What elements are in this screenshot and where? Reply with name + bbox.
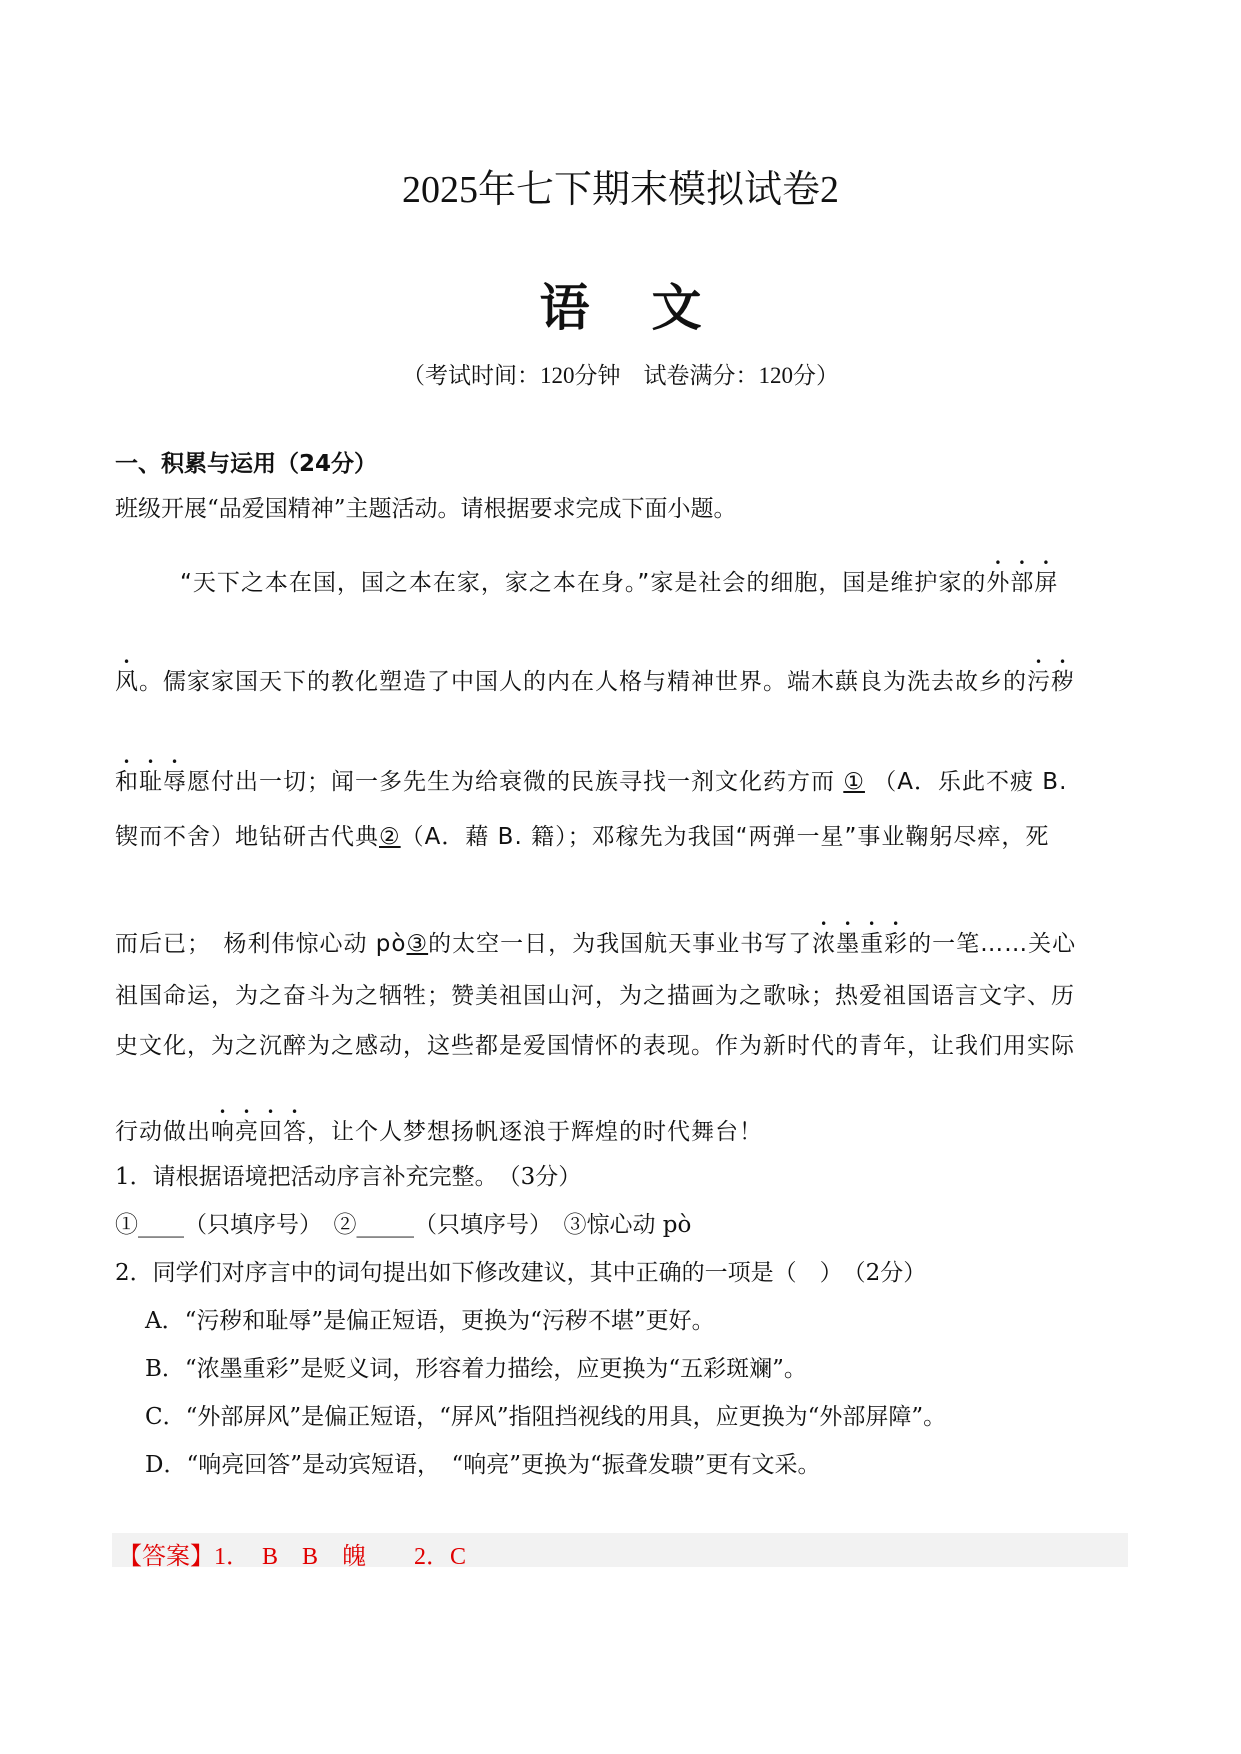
option-b: B．“浓墨重彩”是贬义词，形容着力描绘，应更换为“五彩斑斓”。 — [145, 1356, 807, 1382]
passage-text: （A．乐此不疲 B. — [873, 769, 1068, 795]
question-1-stem: 1．请根据语境把活动序言补充完整。 （3分） — [115, 1164, 582, 1190]
section-heading: 一、积累与运用（24分） — [115, 451, 378, 477]
question-2-stem: 2．同学们对序言中的词句提出如下修改建议，其中正确的一项是（ ） （2分） — [115, 1260, 927, 1286]
passage-line-2 — [115, 655, 1075, 696]
passage-text: （A．藉 B. 籍）；邓稼先为我国“两弹一星”事业鞠躬尽瘁，死 — [400, 824, 1050, 850]
passage-text: 的太空一日，为我国航天事业书写了 — [428, 931, 813, 957]
passage-text: “天下之本在国，国之本在家，家之本在身。”家是社会的细胞，国是维护家的 — [180, 570, 987, 596]
option-c: C．“外部屏风”是偏正短语，“屏风”指阻挡视线的用具，应更换为“外部屏障”。 — [145, 1404, 947, 1430]
passage-text: 锲而不舍）地钻研古代典 — [115, 824, 379, 850]
passage-text: 。儒家家国天下的教化塑造了中国人的内在人格与精神世界。端木蕻良为洗去故乡的 — [139, 669, 1027, 695]
exam-info: （考试时间：120分钟 试卷满分：120分） — [402, 363, 839, 388]
section-intro: 班级开展“品爱国精神”主题活动。请根据要求完成下面小题。 — [115, 496, 737, 522]
emphasized-text: 污秽 — [1027, 669, 1075, 695]
passage-line-6: 祖国命运，为之奋斗为之牺牲；赞美祖国山河，为之描画为之歌咏；热爱祖国语言文字、历 — [115, 983, 1075, 1009]
emphasized-text: 和耻辱 — [115, 769, 187, 795]
paper-title: 2025年七下期末模拟试卷2 — [401, 169, 839, 211]
passage-line-8 — [115, 1105, 763, 1146]
question-1-fill: ①____（只填序号） ②_____（只填序号） ③惊心动 pò — [115, 1212, 692, 1238]
option-a: A．“污秽和耻辱”是偏正短语，更换为“污秽不堪”更好。 — [145, 1308, 715, 1334]
passage-text: ，让个人梦想扬帆逐浪于辉煌的时代舞台！ — [307, 1119, 763, 1145]
passage-line-5 — [115, 917, 1076, 958]
passage-line-7: 史文化，为之沉醉为之感动，这些都是爱国情怀的表现。作为新时代的青年，让我们用实际 — [115, 1033, 1075, 1059]
passage-text: 行动做出 — [115, 1119, 211, 1145]
passage-line-4 — [115, 818, 1049, 851]
emphasized-text: 浓墨重彩 — [812, 931, 909, 957]
passage-text: 而后已； 杨利伟惊心动 pò — [115, 931, 407, 957]
passage-line-3 — [115, 755, 1067, 796]
blank-3[interactable]: ③ — [406, 931, 429, 957]
passage-text: 愿付出一切；闻一多先生为给衰微的民族寻找一剂文化药方而 — [187, 769, 835, 795]
passage-text: 的一笔……关心 — [908, 931, 1077, 957]
emphasized-text: 响亮回答 — [211, 1119, 307, 1145]
option-d: D．“响亮回答”是动宾短语， “响亮”更换为“振聋发聩”更有文采。 — [145, 1452, 821, 1478]
emphasized-text: 外部屏 — [986, 570, 1059, 596]
passage-line-1 — [180, 556, 1058, 597]
emphasized-text: 风 — [115, 669, 139, 695]
subject-title: 语文 — [539, 278, 764, 337]
answer-text: 【答案】1． B B 魄 2．C — [118, 1544, 467, 1570]
blank-2[interactable]: ② — [379, 824, 401, 850]
blank-1[interactable]: ① — [843, 769, 865, 795]
